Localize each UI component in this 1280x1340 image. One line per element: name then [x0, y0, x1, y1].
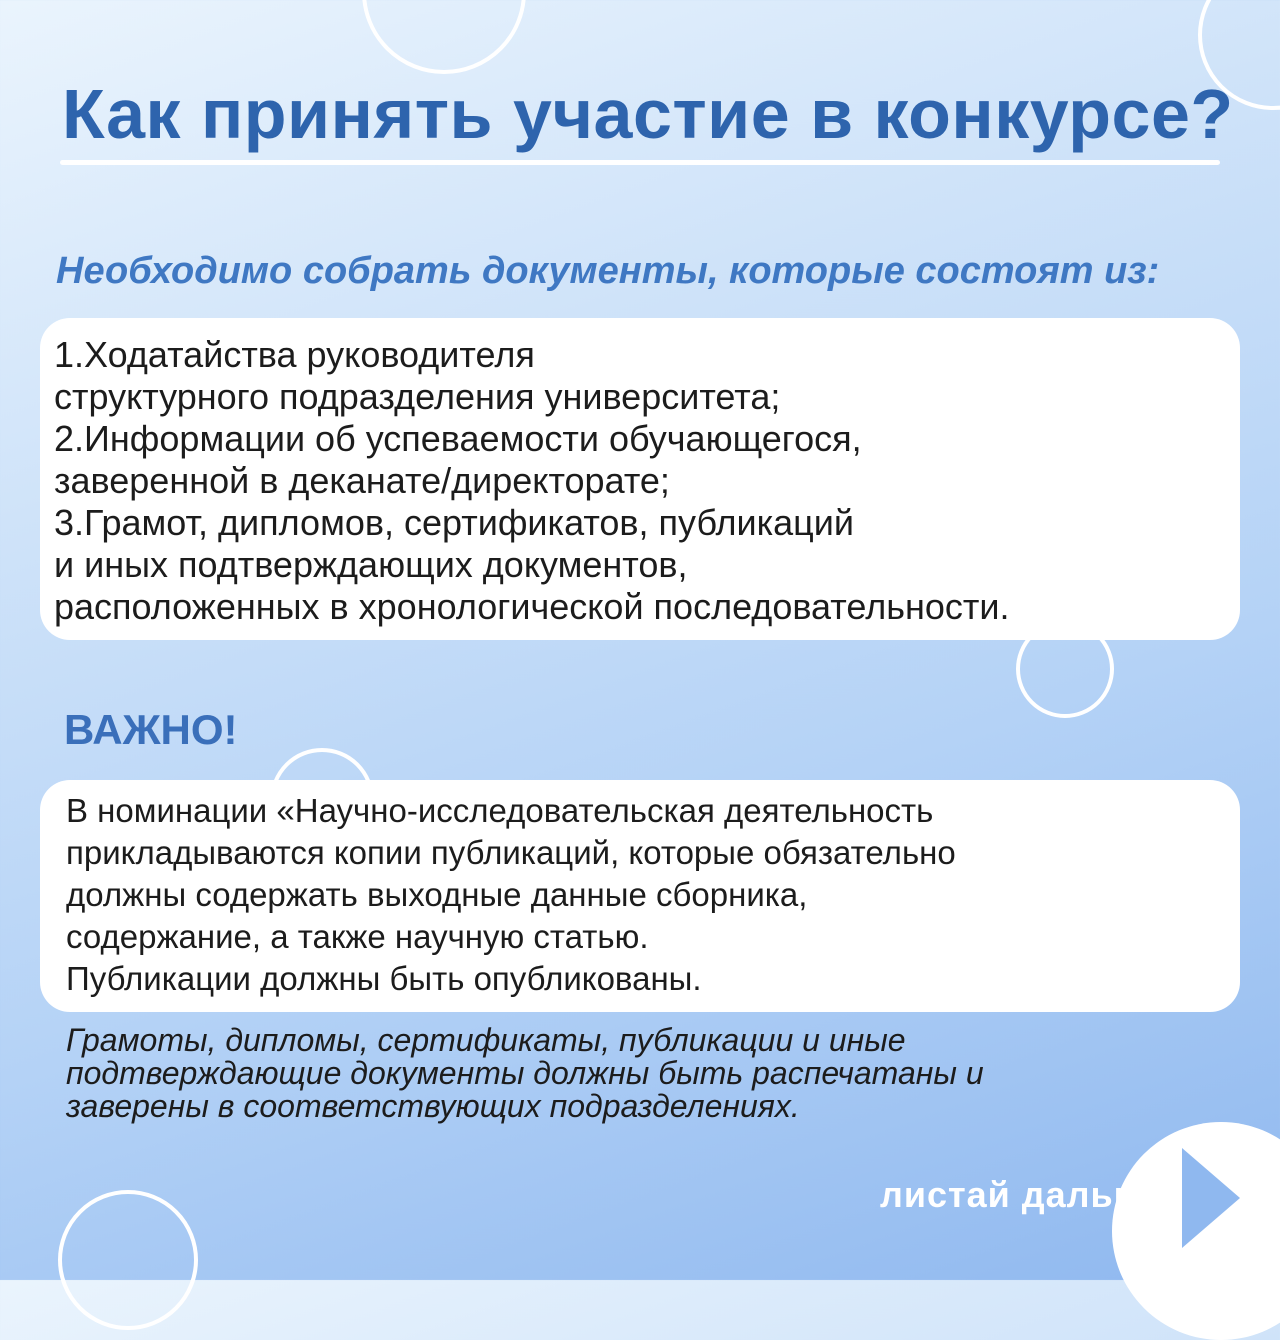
important-line: должны содержать выходные данные сборника,	[66, 876, 808, 913]
documents-line: 3.Грамот, дипломов, сертификатов, публикаций	[54, 502, 854, 543]
title-underline	[60, 160, 1220, 165]
documents-card	[40, 318, 1240, 640]
important-line: прикладываются копии публикаций, которые обязательно	[66, 834, 956, 871]
documents-line: и иных подтверждающих документов,	[54, 544, 688, 585]
documents-line: 1.Ходатайства руководителя	[54, 334, 535, 375]
documents-line: заверенной в деканате/директорате;	[54, 460, 670, 501]
important-heading: ВАЖНО!	[64, 706, 238, 753]
important-line: В номинации «Научно-исследовательская деятельность	[66, 792, 934, 829]
note-line: подтверждающие документы должны быть распечатаны и	[66, 1055, 984, 1091]
next-label[interactable]: листай дальше	[880, 1174, 1166, 1215]
important-line: содержание, а также научную статью.	[66, 918, 649, 955]
documents-line: структурного подразделения университета;	[54, 376, 781, 417]
arrow-right-icon[interactable]	[1182, 1148, 1240, 1248]
documents-line: расположенных в хронологической последовательности.	[54, 586, 1010, 627]
documents-subtitle: Необходимо собрать документы, которые состоят из:	[56, 250, 1160, 292]
decor-circle	[362, 0, 526, 74]
decor-circle	[58, 1190, 198, 1330]
important-card	[40, 780, 1240, 1012]
note-line: заверены в соответствующих подразделениях.	[66, 1088, 800, 1124]
note-text	[66, 1024, 1216, 1123]
note-line: Грамоты, дипломы, сертификаты, публикации и иные	[66, 1022, 906, 1058]
important-line: Публикации должны быть опубликованы.	[66, 960, 702, 997]
documents-line: 2.Информации об успеваемости обучающегося,	[54, 418, 862, 459]
page-title: Как принять участие в конкурсе?	[62, 75, 1234, 153]
